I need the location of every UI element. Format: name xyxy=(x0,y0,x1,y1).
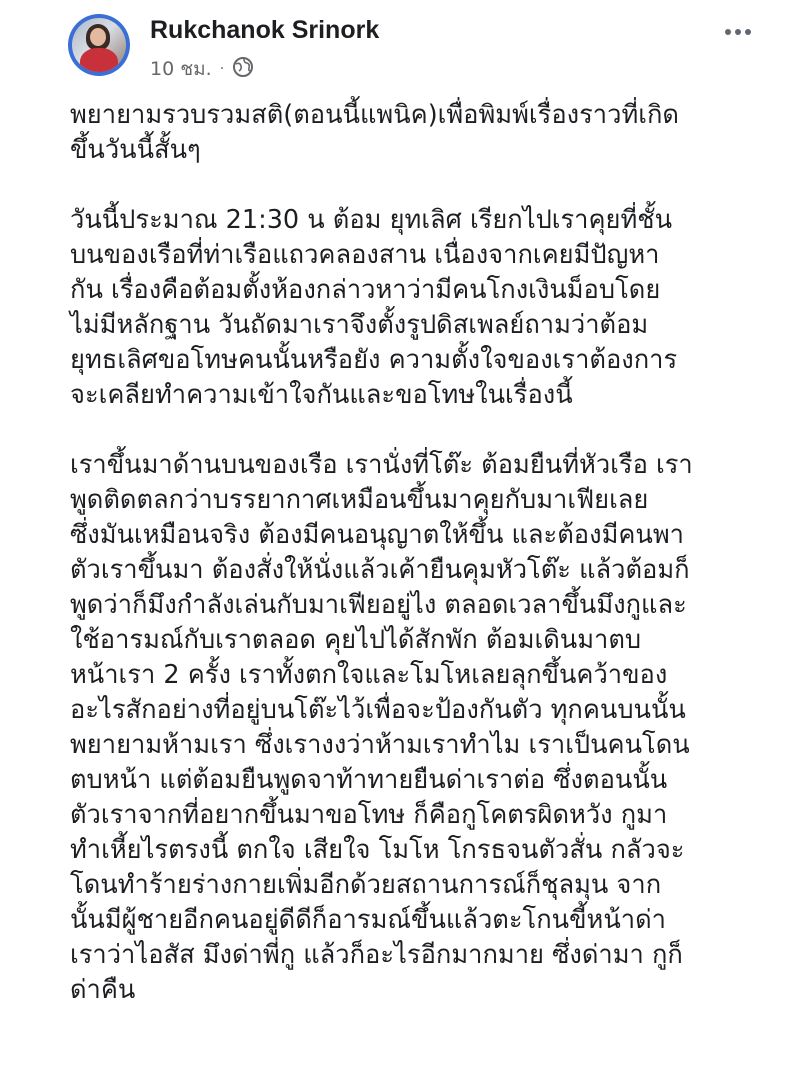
text-line: ไม่มีหลักฐาน วันถัดมาเราจึงตั้งรูปดิสเพลย์ถามว่าต้อม xyxy=(70,310,649,340)
text-line: ขึ้นวันนี้สั้นๆ xyxy=(70,135,201,165)
avatar[interactable] xyxy=(68,14,130,76)
text-line: นั้นมีผู้ชายอีกคนอยู่ดีดีก็อารมณ์ขึ้นแล้วตะโกนขี้หน้าด่า xyxy=(70,905,666,935)
text-line: ซึ่งมันเหมือนจริง ต้องมีคนอนุญาตให้ขึ้น และต้องมีคนพา xyxy=(70,520,684,550)
text-line: ด่าคืน xyxy=(70,975,136,1005)
paragraph xyxy=(70,448,760,1008)
post-meta xyxy=(150,54,254,84)
text-line: โดนทำร้ายร่างกายเพิ่มอีกด้วยสถานการณ์ก็ชุลมุน จาก xyxy=(70,870,662,900)
globe-icon[interactable] xyxy=(232,56,254,83)
text-line: ทำเหี้ยไรตรงนี้ ตกใจ เสียใจ โมโห โกรธจนตัวสั่น กลัวจะ xyxy=(70,835,685,865)
post-text xyxy=(70,98,760,1043)
text-line: ยุทธเลิศขอโทษคนนั้นหรือยัง ความตั้งใจของเราต้องการ xyxy=(70,345,678,375)
text-line: บนของเรือที่ท่าเรือแถวคลองสาน เนื่องจากเคยมีปัญหา xyxy=(70,240,660,270)
text-line: พยายามรวบรวมสติ(ตอนนี้แพนิค)เพื่อพิมพ์เรื่องราวที่เกิด xyxy=(70,100,679,130)
profile-photo xyxy=(72,18,126,72)
more-options-icon[interactable] xyxy=(720,20,756,44)
post-header xyxy=(68,10,768,90)
text-line: อะไรสักอย่างที่อยู่บนโต๊ะไว้เพื่อจะป้องกันตัว ทุกคนบนนั้น xyxy=(70,695,686,725)
author-name[interactable]: Rukchanok Srinork xyxy=(150,16,380,44)
text-line: พยายามห้ามเรา ซึ่งเรางงว่าห้ามเราทำไม เราเป็นคนโดน xyxy=(70,730,690,760)
paragraph xyxy=(70,203,760,413)
post-timestamp[interactable]: 10 ชม. xyxy=(150,58,212,80)
text-line: พูดติดตลกว่าบรรยากาศเหมือนขึ้นมาคุยกับมาเฟียเลย xyxy=(70,485,649,515)
text-line: ตัวเราขึ้นมา ต้องสั่งให้นั่งแล้วเค้ายืนคุมหัวโต๊ะ แล้วต้อมก็ xyxy=(70,555,690,585)
meta-separator: · xyxy=(219,61,225,77)
text-line: ใช้อารมณ์กับเราตลอด คุยไปได้สักพัก ต้อมเดินมาตบ xyxy=(70,625,642,655)
text-line: เราขึ้นมาด้านบนของเรือ เรานั่งที่โต๊ะ ต้อมยืนที่หัวเรือ เรา xyxy=(70,450,693,480)
text-line: ตัวเราจากที่อยากขึ้นมาขอโทษ ก็คือกูโคตรผิดหวัง กูมา xyxy=(70,800,668,830)
paragraph xyxy=(70,98,760,168)
text-line: เราว่าไอสัส มึงด่าพี่กู แล้วก็อะไรอีกมากมาย ซึ่งด่ามา กูก็ xyxy=(70,940,683,970)
text-line: หน้าเรา 2 ครั้ง เราทั้งตกใจและโมโหเลยลุกขึ้นคว้าของ xyxy=(70,660,668,690)
text-line: ตบหน้า แต่ต้อมยืนพูดจาท้าทายยืนด่าเราต่อ ซึ่งตอนนั้น xyxy=(70,765,668,795)
text-line: วันนี้ประมาณ 21:30 น ต้อม ยุทเลิศ เรียกไปเราคุยที่ชั้น xyxy=(70,205,673,235)
text-line: พูดว่าก็มึงกำลังเล่นกับมาเฟียอยู่ไง ตลอดเวลาขึ้นมึงกูและ xyxy=(70,590,687,620)
text-line: จะเคลียทำความเข้าใจกันและขอโทษในเรื่องนี้ xyxy=(70,380,573,410)
text-line: กัน เรื่องคือต้อมตั้งห้องกล่าวหาว่ามีคนโกงเงินม็อบโดย xyxy=(70,275,661,305)
